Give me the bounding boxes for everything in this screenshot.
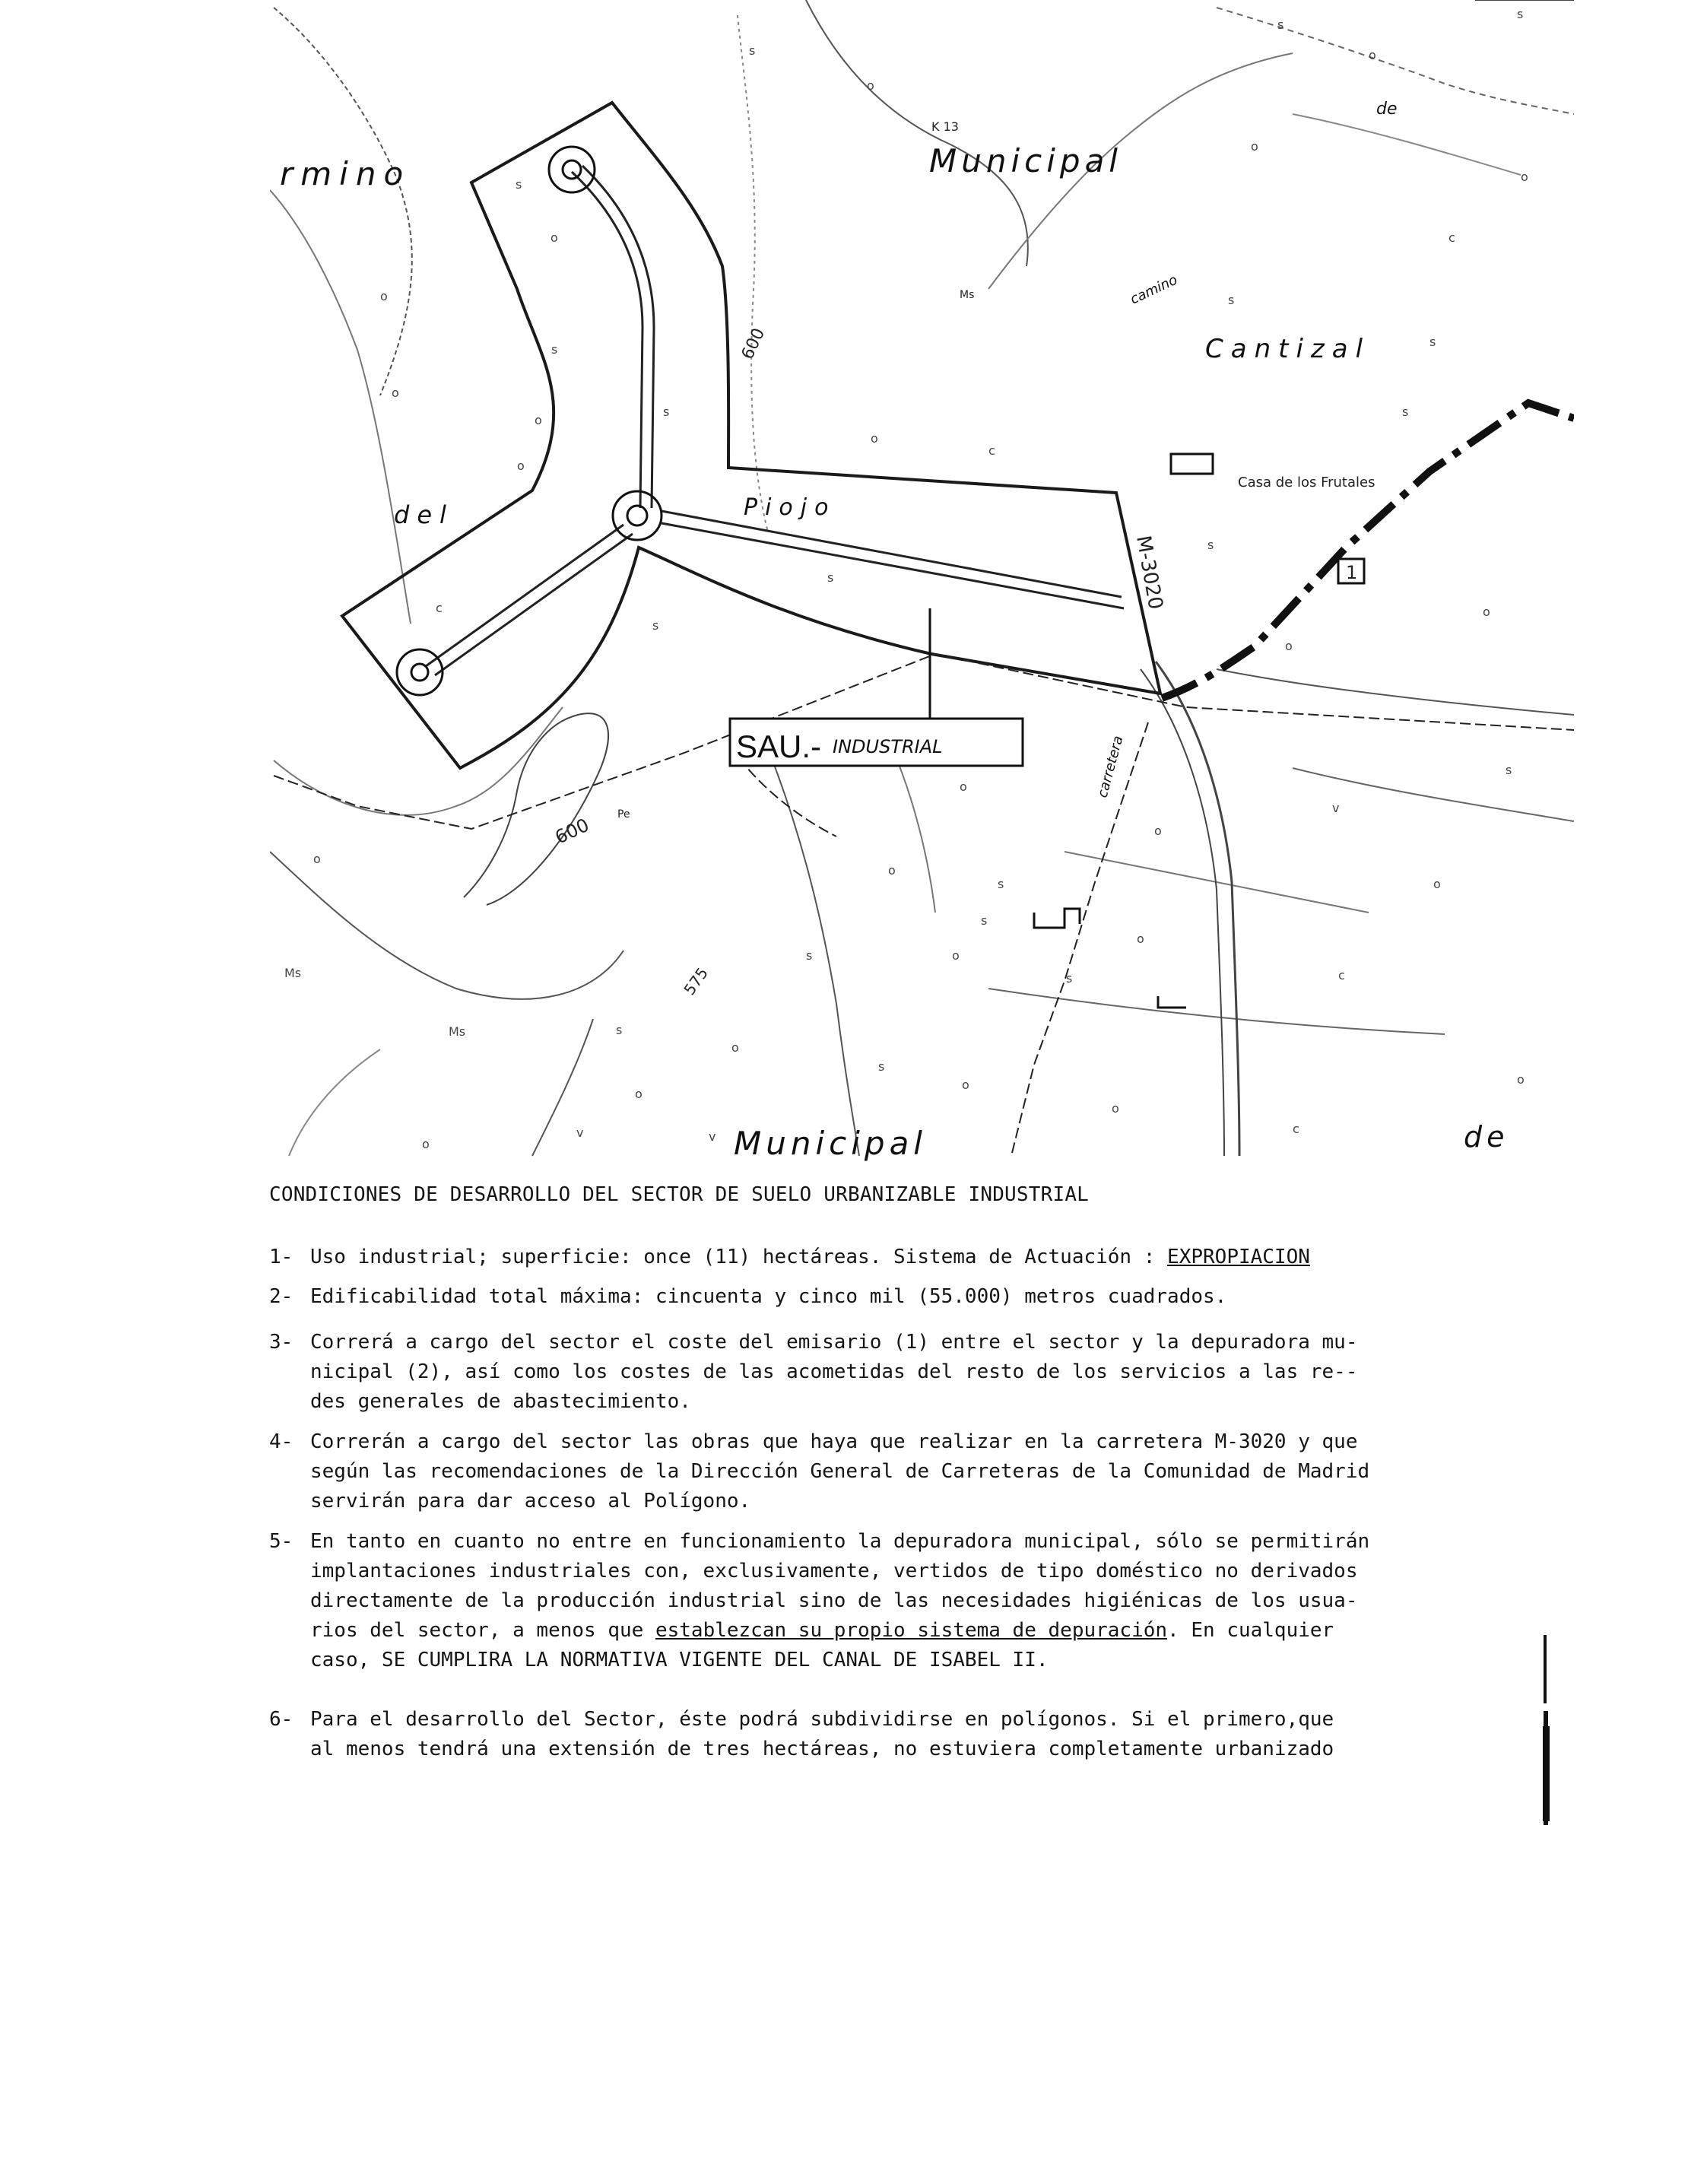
margin-bar <box>1543 1726 1550 1821</box>
label-pe: Pe <box>617 808 630 821</box>
svg-text:v: v <box>1332 801 1340 815</box>
condition-line: implantaciones industriales con, exclusivamente, vertidos de tipo doméstico no derivados <box>310 1560 1358 1582</box>
road-m3020 <box>1162 403 1574 698</box>
svg-text:s: s <box>1517 7 1524 21</box>
expropiacion-underlined: EXPROPIACION <box>1167 1246 1310 1268</box>
condition-line: según las recomendaciones de la Dirección General de Carreteras de la Comunidad de Madrid <box>310 1460 1370 1483</box>
svg-text:s: s <box>1402 405 1409 419</box>
svg-text:o: o <box>1285 639 1293 653</box>
svg-text:o: o <box>888 863 896 878</box>
svg-text:v: v <box>709 1129 716 1144</box>
condition-line: servirán para dar acceso al Polígono. <box>310 1490 751 1513</box>
condition-line: rios del sector, a menos que establezcan su propio sistema de depuración. En cualquier <box>310 1619 1334 1642</box>
internal-roads <box>426 166 1124 675</box>
svg-text:s: s <box>1228 293 1235 307</box>
svg-text:s: s <box>806 948 813 963</box>
svg-text:o: o <box>313 852 321 866</box>
depuracion-underlined: establezcan su propio sistema de depuración <box>655 1619 1168 1642</box>
svg-text:o: o <box>1137 932 1144 946</box>
svg-text:o: o <box>551 230 558 245</box>
sector-boundary <box>342 103 1160 768</box>
condition-number: 2- <box>269 1285 293 1308</box>
svg-text:s: s <box>749 43 756 58</box>
condition-number: 5- <box>269 1530 293 1553</box>
svg-text:s: s <box>516 177 522 192</box>
svg-text:o: o <box>517 459 525 473</box>
svg-text:s: s <box>1429 335 1436 349</box>
margin-bar <box>1544 1635 1547 1703</box>
condition-line: des generales de abastecimiento. <box>310 1390 691 1413</box>
condition-number: 3- <box>269 1331 293 1354</box>
label-elev-575: 575 <box>680 963 712 998</box>
condition-line: directamente de la producción industrial sino de las necesidades higiénicas de los usua- <box>310 1589 1358 1612</box>
svg-text:Ms: Ms <box>284 966 302 980</box>
label-camino: camino <box>1128 271 1180 308</box>
svg-text:c: c <box>1448 230 1455 245</box>
label-piojo: Piojo <box>744 494 836 521</box>
svg-text:s: s <box>551 342 558 357</box>
svg-text:o: o <box>1112 1101 1119 1116</box>
condition-line: Edificabilidad total máxima: cincuenta y cinco mil (55.000) metros cuadrados. <box>310 1285 1227 1308</box>
condition-line: Uso industrial; superficie: once (11) hectáreas. Sistema de Actuación : EXPROPIACION <box>310 1246 1310 1268</box>
sector-label-box <box>730 608 1023 766</box>
svg-text:s: s <box>616 1023 623 1037</box>
svg-text:o: o <box>1154 824 1162 838</box>
svg-text:o: o <box>380 289 388 303</box>
condition-number: 4- <box>269 1430 293 1453</box>
svg-text:c: c <box>988 443 995 458</box>
svg-text:s: s <box>1277 17 1284 32</box>
label-de-bottom: de <box>1464 1120 1509 1154</box>
svg-text:c: c <box>436 601 443 615</box>
svg-text:s: s <box>878 1059 885 1074</box>
svg-text:o: o <box>952 948 960 963</box>
svg-text:o: o <box>1251 139 1258 154</box>
sector-sub-label: INDUSTRIAL <box>833 736 943 757</box>
condition-number: 1- <box>269 1246 293 1268</box>
svg-text:s: s <box>1506 763 1512 777</box>
label-ms: Ms <box>960 289 975 301</box>
condition-line: En tanto en cuanto no entre en funcionamiento la depuradora municipal, sólo se permitirán <box>310 1530 1370 1553</box>
svg-text:o: o <box>1521 170 1528 184</box>
terrain-lines <box>270 0 1574 1156</box>
label-de-top: de <box>1376 100 1398 119</box>
svg-text:s: s <box>998 877 1004 891</box>
label-del: del <box>394 500 454 529</box>
label-elev-600: 600 <box>738 325 769 363</box>
label-k13: K 13 <box>931 119 959 134</box>
condition-line: Para el desarrollo del Sector, éste podrá subdividirse en polígonos. Si el primero,que <box>310 1708 1334 1731</box>
condition-line: Correrán a cargo del sector las obras que haya que realizar en la carretera M-3020 y que <box>310 1430 1358 1453</box>
condition-line: al menos tendrá una extensión de tres hectáreas, no estuviera completamente urbanizado <box>310 1738 1334 1760</box>
svg-text:v: v <box>576 1125 584 1140</box>
svg-text:o: o <box>1483 605 1490 619</box>
svg-text:o: o <box>960 779 967 794</box>
svg-text:o: o <box>392 386 399 400</box>
svg-text:s: s <box>652 618 659 633</box>
svg-text:o: o <box>1369 48 1376 62</box>
label-road: M-3020 <box>1131 534 1167 611</box>
svg-text:c: c <box>1293 1122 1299 1136</box>
svg-text:s: s <box>663 405 670 419</box>
label-casa: Casa de los Frutales <box>1238 475 1375 490</box>
label-termino: rmino <box>280 155 411 192</box>
svg-text:s: s <box>1207 538 1214 552</box>
svg-text:s: s <box>1066 971 1073 986</box>
svg-text:c: c <box>1338 968 1345 982</box>
svg-text:s: s <box>827 570 834 585</box>
condition-line: Correrá a cargo del sector el coste del emisario (1) entre el sector y la depuradora mu- <box>310 1331 1358 1354</box>
svg-text:o: o <box>1433 877 1441 891</box>
doc-heading: CONDICIONES DE DESARROLLO DEL SECTOR DE SUELO URBANIZABLE INDUSTRIAL <box>269 1183 1090 1206</box>
label-elev-600-side: 600 <box>551 814 593 849</box>
svg-text:o: o <box>731 1040 739 1055</box>
condition-line: caso, SE CUMPLIRA LA NORMATIVA VIGENTE DEL CANAL DE ISABEL II. <box>310 1649 1049 1671</box>
svg-text:o: o <box>1517 1072 1525 1087</box>
svg-text:o: o <box>635 1087 643 1101</box>
buildings <box>1034 454 1213 1008</box>
condition-line: nicipal (2), así como los costes de las acometidas del resto de los servicios a las re-- <box>310 1360 1358 1383</box>
marker-emisario-label: 1 <box>1346 562 1358 583</box>
label-municipal-top: Municipal <box>929 142 1122 179</box>
svg-text:o: o <box>962 1078 969 1092</box>
label-cantizal: Cantizal <box>1205 334 1371 364</box>
svg-text:o: o <box>867 78 874 93</box>
condition-number: 6- <box>269 1708 293 1731</box>
marker-emisario <box>1338 559 1364 583</box>
svg-text:o: o <box>535 413 542 427</box>
svg-text:Ms: Ms <box>449 1024 466 1039</box>
sector-label: SAU.- <box>736 729 822 764</box>
site-plan-map <box>270 0 1574 1163</box>
svg-text:o: o <box>871 431 878 446</box>
svg-text:s: s <box>981 913 988 928</box>
label-carretera: carretera <box>1094 734 1127 800</box>
label-municipal-bottom: Municipal <box>734 1125 927 1162</box>
svg-text:o: o <box>422 1137 430 1151</box>
